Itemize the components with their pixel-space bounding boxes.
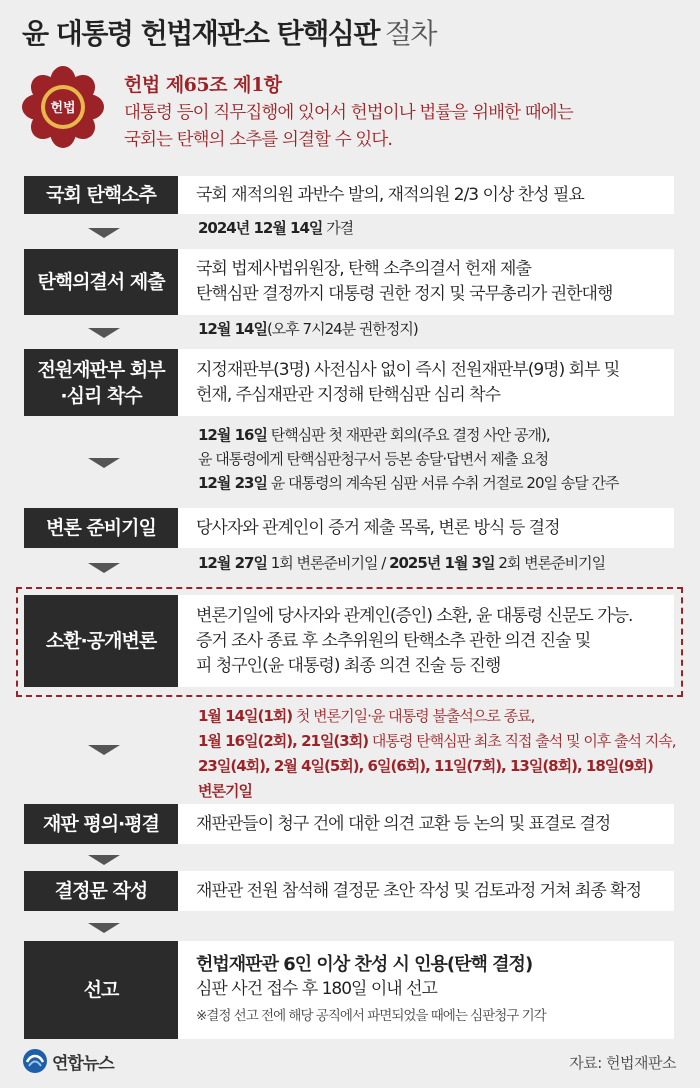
law-title: 헌법 제65조 제1항	[124, 74, 282, 96]
step-label: 국회 탄핵소추	[24, 176, 178, 214]
down-arrow-icon	[88, 458, 120, 468]
law-text	[124, 100, 684, 154]
step-desc-line: 당사자와 관계인이 증거 제출 목록, 변론 방식 등 결정	[196, 517, 560, 538]
down-arrow-icon	[88, 228, 120, 238]
step-desc	[178, 871, 674, 911]
step-deliberation-vote	[24, 804, 674, 844]
down-arrow-icon	[88, 855, 120, 865]
step-desc-line: 변론기일에 당사자와 관계인(증인) 소환, 윤 대통령 신문도 가능.	[196, 605, 633, 626]
step-desc	[178, 349, 674, 416]
step-label: 재판 평의·평결	[24, 804, 178, 844]
step-label: 전원재판부 회부 ·심리 착수	[24, 349, 178, 416]
timeline-note-1: 2024년 12월 14일 가결	[198, 219, 354, 237]
yonhap-logo	[22, 1048, 114, 1074]
step-verdict	[24, 941, 674, 1039]
step-desc	[178, 941, 674, 1039]
step-impeachment-motion	[24, 176, 674, 214]
timeline-note-5: 1월 14일(1회) 첫 변론기일·윤 대통령 불출석으로 종료, 1월 16일(2회), 21일(3회) 대통령 탄핵심판 최초 직접 출석 및 이후 출석 지속, 23일(4회), 2월 4일(5회), 6일(6회), 11일(7회), 13일(8회), 18일(9회) 변론기일	[198, 707, 676, 800]
step-desc-line: 재판관 전원 참석해 결정문 초안 작성 및 검토과정 거쳐 최종 확정	[196, 880, 642, 901]
step-desc-line: 증거 조사 종료 후 소추위원의 탄핵소추 관한 의견 진술 및	[196, 630, 591, 651]
step-summons-public-hearing	[24, 595, 674, 687]
step-desc	[178, 508, 674, 548]
step-label: 선고	[24, 941, 178, 1039]
timeline-note-2: 12월 14일(오후 7시24분 권한정지)	[198, 320, 418, 338]
step-desc-line: 재판관들이 청구 건에 대한 의견 교환 등 논의 및 표결로 결정	[196, 813, 611, 834]
yonhap-logo-icon	[22, 1048, 48, 1074]
step-desc-line: 국회 재적의원 과반수 발의, 재적의원 2/3 이상 찬성 필요	[196, 184, 584, 205]
title-light: 절차	[384, 17, 436, 50]
step-desc	[178, 176, 674, 214]
step-desc-bold: 헌법재판관 6인 이상 찬성 시 인용(탄핵 결정)	[196, 953, 533, 975]
step-desc-line: 국회 법제사법위원장, 탄핵 소추의결서 헌재 제출	[196, 259, 531, 279]
emblem-text: 헌법	[50, 101, 76, 116]
timeline-note-3: 12월 16일 탄핵심판 첫 재판관 회의(주요 결정 사안 공개), 윤 대통령에게 탄핵심판청구서 등본 송달·답변서 제출 요청 12월 23일 윤 대통령의 계속된 심판 서류 수취 거절로 20일 송달 간주	[198, 426, 619, 492]
step-note: ※결정 선고 전에 해당 공직에서 파면되었을 때에는 심판청구 기각	[196, 1007, 546, 1024]
step-preparatory-hearing	[24, 508, 674, 548]
step-desc-line: 심판 사건 접수 후 180일 이내 선고	[196, 978, 437, 999]
step-label: 소환·공개변론	[24, 595, 178, 687]
step-label: 탄핵의결서 제출	[24, 249, 178, 315]
step-decision-drafting	[24, 871, 674, 911]
down-arrow-icon	[88, 328, 120, 338]
step-desc-line: 피 청구인(윤 대통령) 최종 의견 진술 등 진행	[196, 655, 501, 676]
page-title	[22, 12, 436, 52]
step-label: 결정문 작성	[24, 871, 178, 911]
step-desc	[178, 249, 674, 315]
step-desc	[178, 595, 674, 687]
step-desc-line: 탄핵심판 결정까지 대통령 권한 정지 및 국무총리가 권한대행	[196, 284, 613, 304]
step-desc-line: 헌재, 주심재판관 지정해 탄핵심판 심리 착수	[196, 384, 501, 405]
source-credit: 자료: 헌법재판소	[569, 1054, 676, 1072]
down-arrow-icon	[88, 745, 120, 755]
law-line-1: 대통령 등이 직무집행에 있어서 헌법이나 법률을 위배한 때에는	[124, 103, 573, 123]
down-arrow-icon	[88, 923, 120, 933]
step-full-bench-referral	[24, 349, 674, 416]
step-desc	[178, 804, 674, 844]
constitution-court-emblem-icon	[22, 66, 104, 148]
timeline-note-4: 12월 27일 1회 변론준비기일 / 2025년 1월 3일 2회 변론준비기일	[198, 554, 606, 572]
logo-text: 연합뉴스	[52, 1053, 114, 1074]
law-line-2: 국회는 탄핵의 소추를 의결할 수 있다.	[124, 130, 393, 150]
down-arrow-icon	[88, 563, 120, 573]
title-main: 윤 대통령 헌법재판소 탄핵심판	[22, 17, 379, 50]
step-label: 변론 준비기일	[24, 508, 178, 548]
step-resolution-submission	[24, 249, 674, 315]
step-desc-line: 지정재판부(3명) 사전심사 없이 즉시 전원재판부(9명) 회부 및	[196, 359, 620, 380]
